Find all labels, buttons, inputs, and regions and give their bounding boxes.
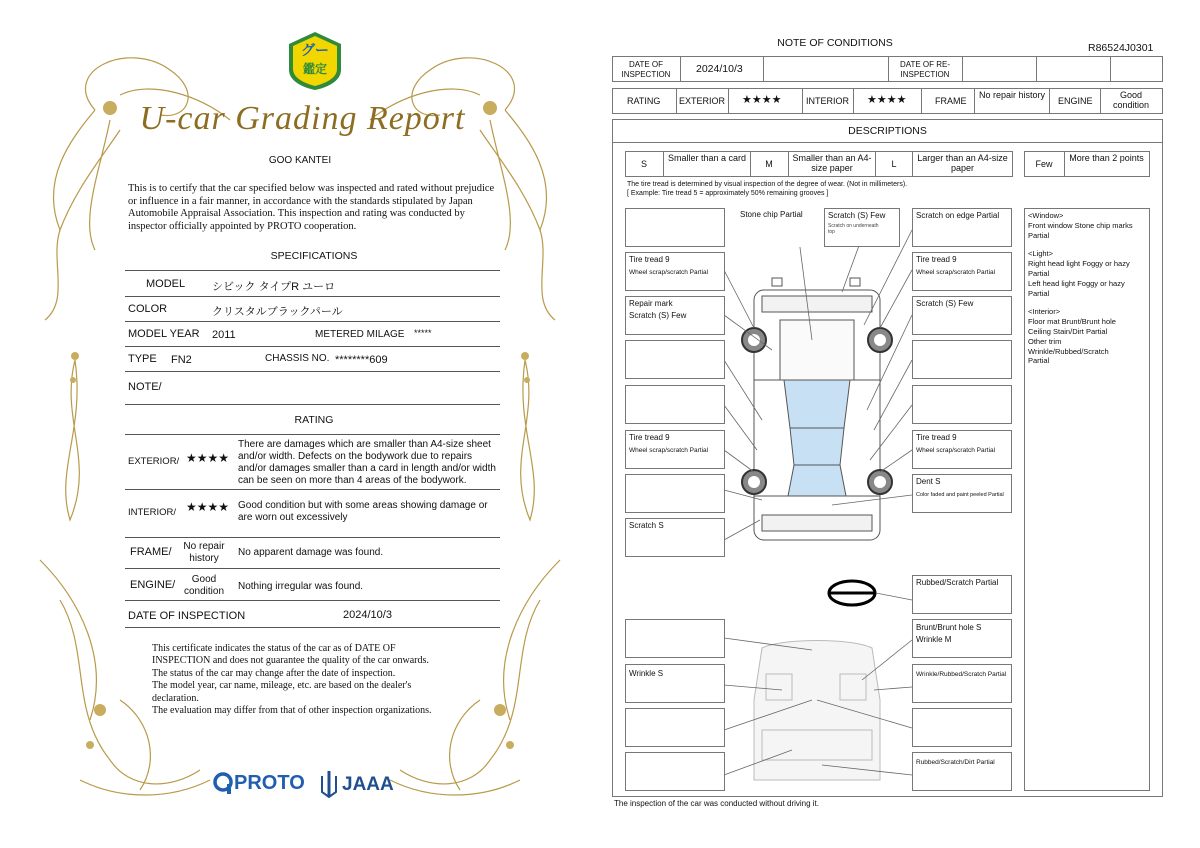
interior-stars: ★★★★ bbox=[186, 500, 230, 514]
callout-box-empty bbox=[625, 208, 725, 247]
type-label: TYPE bbox=[128, 353, 157, 365]
callout-dent bbox=[912, 474, 1012, 513]
doi-label: DATE OF INSPECTION bbox=[128, 610, 246, 622]
callout-subtitle: Wrinkle M bbox=[916, 635, 952, 644]
callout-wrinkle-s bbox=[625, 664, 725, 703]
rating-heading: RATING bbox=[294, 414, 334, 426]
note-line bbox=[1028, 240, 1146, 249]
callout-title: Scratch (S) Few bbox=[828, 211, 886, 220]
exterior-label: EXTERIOR/ bbox=[128, 456, 180, 467]
footer-line: The evaluation may differ from that of other inspection organizations. bbox=[152, 705, 432, 717]
note-line: Other trim bbox=[1028, 336, 1062, 346]
frame-label-cell: FRAME bbox=[935, 96, 967, 106]
type-value: FN2 bbox=[171, 354, 192, 366]
callout-title: Wrinkle S bbox=[629, 669, 664, 678]
report-id: R86524J0301 bbox=[1088, 42, 1154, 54]
note-line bbox=[1028, 298, 1146, 307]
legend-few-desc: More than 2 points bbox=[1069, 153, 1144, 163]
callout-box-empty bbox=[625, 474, 725, 513]
model-label: MODEL bbox=[146, 278, 186, 290]
callout-steering bbox=[912, 575, 1012, 614]
callout-title: Tire tread 9 bbox=[629, 433, 670, 442]
model-year-value: 2011 bbox=[212, 329, 236, 341]
exterior-label-cell: EXTERIOR bbox=[679, 96, 726, 106]
callout-title: Scratch on edge Partial bbox=[916, 211, 1000, 220]
callout-title: Rubbed/Scratch Partial bbox=[916, 578, 999, 587]
callout-title: Tire tread 9 bbox=[916, 433, 957, 442]
callout-scratch-few bbox=[824, 208, 900, 247]
callout-subtitle: Scratch (S) Few bbox=[629, 311, 687, 320]
legend-l: L bbox=[891, 159, 897, 169]
engine-value: Good condition bbox=[183, 574, 225, 597]
tread-note-2: [ Example: Tire tread 5 = approximately 50% remaining grooves ] bbox=[627, 190, 829, 197]
callout-tire-rear-right bbox=[912, 430, 1012, 469]
callout-title: Rubbed/Scratch/Dirt Partial bbox=[916, 759, 995, 766]
callout-scratch-edge bbox=[912, 208, 1012, 247]
note-line: <Interior> bbox=[1028, 307, 1061, 317]
callout-seat bbox=[912, 664, 1012, 703]
footer-line: This certificate indicates the status of the car as of DATE OF bbox=[152, 643, 396, 654]
badge-bottom-text: 鑑定 bbox=[302, 62, 327, 76]
footer-line: The status of the car may change after the date of inspection. bbox=[152, 667, 396, 679]
specifications-heading: SPECIFICATIONS bbox=[270, 250, 358, 262]
callout-title: Dent S bbox=[916, 477, 941, 486]
callout-title: Tire tread 9 bbox=[916, 255, 957, 264]
reinspect-label-cell: DATE OF RE-INSPECTION bbox=[899, 60, 951, 79]
callout-subtitle: Color faded and paint peeled Partial bbox=[916, 492, 1004, 498]
report-subtitle: GOO KANTEI bbox=[268, 155, 332, 166]
footer-line: INSPECTION and does not guarantee the quality of the car onwards. bbox=[152, 655, 429, 667]
callout-subtitle: top bbox=[828, 229, 835, 235]
frame-description: No apparent damage was found. bbox=[238, 547, 384, 558]
note-line: Wrinkle/Rubbed/Scratch bbox=[1028, 346, 1109, 356]
engine-value-cell: Good condition bbox=[1112, 90, 1150, 110]
color-value: クリスタルブラックパール bbox=[212, 306, 343, 318]
exterior-stars-cell: ★★★★ bbox=[742, 94, 782, 106]
callout-subtitle: Scratch on underneath bbox=[828, 223, 879, 229]
callout-tire-front-right bbox=[912, 252, 1012, 291]
footer-line: declaration. bbox=[152, 692, 199, 704]
proto-logo-icon bbox=[213, 772, 233, 796]
callout-box-empty bbox=[625, 619, 725, 658]
legend-few: Few bbox=[1035, 159, 1053, 169]
doi-value-cell: 2024/10/3 bbox=[696, 63, 743, 75]
engine-description: Nothing irregular was found. bbox=[238, 581, 364, 592]
legend-m: M bbox=[765, 159, 773, 169]
callout-subtitle: Wheel scrap/scratch Partial bbox=[629, 447, 709, 454]
callout-stone-chip bbox=[736, 208, 816, 247]
frame-value-cell: No repair history bbox=[978, 90, 1046, 100]
callout-title: Repair mark bbox=[629, 299, 673, 308]
mileage-label: METERED MILAGE bbox=[315, 329, 405, 340]
jaaa-logo-icon bbox=[318, 770, 340, 798]
note-line: Front window Stone chip marks Partial bbox=[1028, 220, 1133, 240]
date-row bbox=[612, 56, 1163, 82]
callout-box-empty bbox=[625, 385, 725, 424]
condition-notes bbox=[1024, 208, 1150, 791]
callout-box-empty bbox=[912, 340, 1012, 379]
callout-scratch-right bbox=[912, 296, 1012, 335]
interior-label: INTERIOR/ bbox=[128, 507, 177, 518]
engine-label: ENGINE/ bbox=[130, 579, 176, 591]
interior-description: Good condition but with some areas showing damage or are worn out excessively bbox=[238, 500, 488, 523]
callout-box-empty bbox=[912, 385, 1012, 424]
doi-label-cell: DATE OF INSPECTION bbox=[621, 60, 671, 79]
proto-logo-text: PROTO bbox=[234, 772, 305, 794]
callout-scratch-s bbox=[625, 518, 725, 557]
note-line: Ceiling Stain/Dirt Partial bbox=[1028, 326, 1108, 336]
callout-title: Brunt/Brunt hole S bbox=[916, 623, 982, 632]
callout-repair-mark bbox=[625, 296, 725, 335]
mileage-value: ***** bbox=[414, 328, 432, 338]
engine-label-cell: ENGINE bbox=[1058, 96, 1093, 106]
callout-subtitle: Wheel scrap/scratch Partial bbox=[916, 269, 996, 276]
callout-title: Scratch S bbox=[629, 521, 664, 530]
callout-title: Wrinkle/Rubbed/Scratch Partial bbox=[916, 671, 1007, 678]
callout-tire-front-left bbox=[625, 252, 725, 291]
callout-title: Scratch (S) Few bbox=[916, 299, 974, 308]
note-line: Floor mat Brunt/Brunt hole bbox=[1028, 317, 1116, 327]
car-top-view bbox=[754, 278, 880, 540]
badge-top-text: グー bbox=[301, 42, 329, 58]
legend-s-desc: Smaller than a card bbox=[667, 153, 747, 163]
interior-stars-cell: ★★★★ bbox=[867, 94, 907, 106]
callout-brunt bbox=[912, 619, 1012, 658]
callout-tire-rear-left bbox=[625, 430, 725, 469]
callout-floor bbox=[912, 752, 1012, 791]
model-year-label: MODEL YEAR bbox=[128, 328, 200, 340]
callout-box-empty bbox=[625, 340, 725, 379]
legend-s: S bbox=[640, 159, 647, 169]
note-line: Partial bbox=[1028, 356, 1050, 366]
rating-label-cell: RATING bbox=[627, 96, 661, 106]
exterior-description: There are damages which are smaller than A4-size sheet and/or width. Defects on the bodywork due to repairs and/or damages smaller than a card in length and/or width can be seen on more than 4 areas of the bodywork. bbox=[238, 439, 496, 486]
doi-value: 2024/10/3 bbox=[343, 609, 392, 621]
exterior-stars: ★★★★ bbox=[186, 451, 230, 465]
jaaa-logo-text: JAAA bbox=[342, 774, 394, 795]
chassis-label: CHASSIS NO. bbox=[265, 353, 330, 364]
model-value: シビック タイプR ユーロ bbox=[212, 281, 336, 293]
callout-title: Tire tread 9 bbox=[629, 255, 670, 264]
frame-value: No repair history bbox=[183, 541, 225, 564]
note-label: NOTE/ bbox=[128, 381, 162, 393]
certification-text: This is to certify that the car specified below was inspected and rated without prejudice or influence in a fair manner, in accordance with the standards stipulated by Japan Automobile Appraisal Association. This inspection and rating was conducted by inspector officially appointed by PROTO cooperation. bbox=[128, 183, 495, 232]
interior-view bbox=[754, 641, 880, 781]
color-label: COLOR bbox=[128, 303, 168, 315]
callout-subtitle: Wheel scrap/scratch Partial bbox=[629, 269, 709, 276]
note-line: <Light> bbox=[1028, 249, 1054, 259]
certificate-footer bbox=[152, 643, 482, 717]
legend-l-desc: Larger than an A4-size paper bbox=[917, 153, 1008, 173]
report-title: U-car Grading Report bbox=[139, 100, 466, 137]
conditions-footer: The inspection of the car was conducted without driving it. bbox=[614, 799, 819, 808]
legend-m-desc: Smaller than an A4-size paper bbox=[792, 153, 872, 173]
callout-box-empty bbox=[625, 708, 725, 747]
tread-note-1: The tire tread is determined by visual inspection of the degree of wear. (Not in millimeters). bbox=[627, 181, 908, 188]
conditions-title: NOTE OF CONDITIONS bbox=[777, 37, 893, 49]
descriptions-heading: DESCRIPTIONS bbox=[848, 125, 927, 137]
frame-label: FRAME/ bbox=[130, 546, 172, 558]
callout-subtitle: Wheel scrap/scratch Partial bbox=[916, 447, 996, 454]
steering-wheel-icon bbox=[829, 581, 875, 605]
callout-box-empty bbox=[912, 708, 1012, 747]
footer-line: The model year, car name, mileage, etc. are based on the dealer's bbox=[152, 680, 412, 692]
interior-label-cell: INTERIOR bbox=[806, 96, 850, 106]
note-line: Left head light Foggy or hazy Partial bbox=[1028, 278, 1125, 298]
chassis-value: ********609 bbox=[335, 354, 388, 366]
note-line: <Window> bbox=[1028, 211, 1064, 220]
callout-title: Stone chip Partial bbox=[740, 210, 803, 219]
note-line: Right head light Foggy or hazy Partial bbox=[1028, 259, 1130, 278]
callout-box-empty bbox=[625, 752, 725, 791]
